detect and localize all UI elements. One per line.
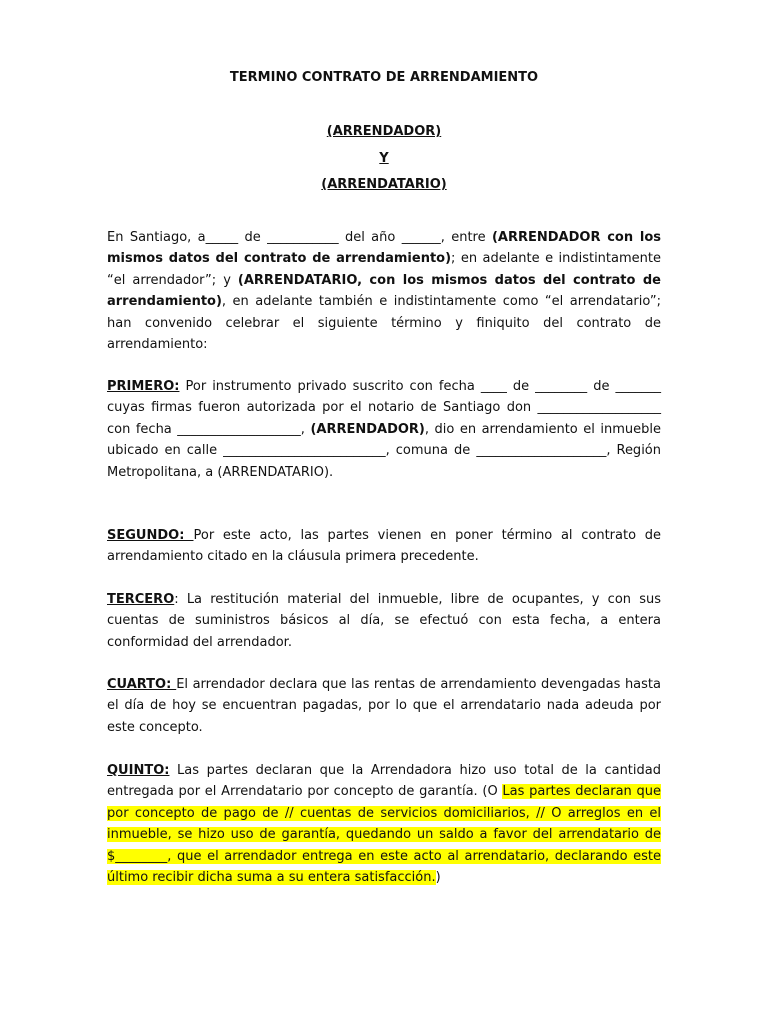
- clause-quinto-text-2: ): [435, 870, 441, 886]
- intro-arrendatario-bold: (ARRENDATARIO, con los mismos datos del contrato de arrendamiento): [107, 272, 661, 310]
- clause-quinto-heading: QUINTO:: [107, 763, 170, 778]
- clause-primero: [107, 376, 661, 483]
- clause-primero-arrendador-bold: (ARRENDADOR): [310, 421, 425, 437]
- clause-primero-text-1: Por instrumento privado suscrito con fecha ____ de ________ de _______ cuyas firmas fueron autorizada por el notario de Santiago don ___________________ con fecha ___________________,: [107, 379, 661, 437]
- party-arrendatario-heading: [0, 175, 768, 195]
- document-title: TERMINO CONTRATO DE ARRENDAMIENTO: [229, 70, 539, 85]
- clause-segundo-heading: SEGUNDO:: [107, 528, 194, 543]
- clause-segundo-text: Por este acto, las partes vienen en poner término al contrato de arrendamiento citado en la cláusula primera precedente.: [107, 528, 662, 565]
- intro-paragraph: [107, 227, 661, 355]
- clause-primero-heading: PRIMERO:: [107, 379, 180, 394]
- clause-quinto: [107, 760, 661, 888]
- party-arrendador-label: (ARRENDADOR): [326, 124, 442, 139]
- clause-cuarto: [107, 674, 661, 738]
- connector-label: Y: [379, 151, 389, 166]
- clause-tercero: [107, 589, 661, 653]
- intro-text-2: ; en adelante e indistintamente “el arrendador”; y: [107, 251, 661, 288]
- intro-arrendador-bold: (ARRENDADOR con los mismos datos del contrato de arrendamiento): [107, 230, 661, 267]
- clause-tercero-text: : La restitución material del inmueble, libre de ocupantes, y con sus cuentas de suministros básicos al día, se efectuó con esta fecha, a entera conformidad del arrendador.: [107, 592, 661, 650]
- clause-cuarto-heading: CUARTO:: [107, 677, 177, 692]
- party-arrendatario-label: (ARRENDATARIO): [321, 177, 447, 192]
- clause-quinto-highlighted-text: Las partes declaran que por concepto de pago de // cuentas de servicios domiciliarios, // O arreglos en el inmueble, se hizo uso de garantía, quedando un saldo a favor del arrendatario de $________, que el arrendador entrega en este acto al arrendatario, declarando este último recibir dicha suma a su entera satisfacción.: [107, 784, 662, 886]
- connector-heading: [0, 149, 768, 169]
- party-arrendador-heading: [0, 122, 768, 142]
- clause-cuarto-text: El arrendador declara que las rentas de arrendamiento devengadas hasta el día de hoy se encuentran pagadas, por lo que el arrendatario nada adeuda por este concepto.: [107, 677, 661, 735]
- intro-text-1: En Santiago, a_____ de ___________ del año ______, entre: [107, 230, 492, 245]
- clause-primero-text-2: , dio en arrendamiento el inmueble ubicado en calle _________________________, comuna de ____________________, Región Metropolitana, a (ARRENDATARIO).: [107, 421, 661, 480]
- intro-text-3: , en adelante también e indistintamente como “el arrendatario”; han convenido celebrar el siguiente término y finiquito del contrato de arrendamiento:: [107, 294, 661, 353]
- clause-segundo: [107, 525, 661, 568]
- clause-quinto-text-1: Las partes declaran que la Arrendadora hizo uso total de la cantidad entregada por el Arrendatario por concepto de garantía. (O: [107, 763, 661, 800]
- clause-tercero-heading: TERCERO: [107, 592, 175, 607]
